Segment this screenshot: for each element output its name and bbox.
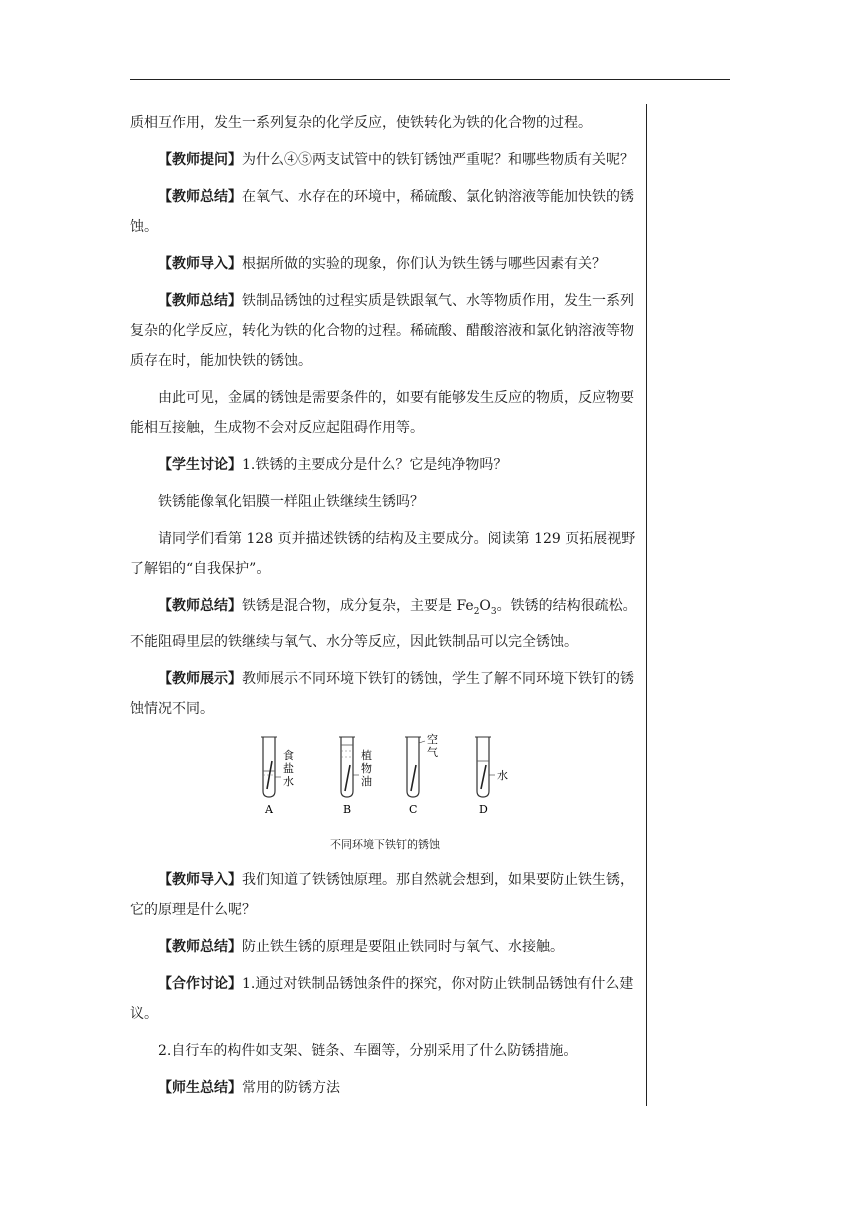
tube-a-letter: A [265, 802, 273, 816]
paragraph [130, 145, 640, 175]
paragraph-text: 常用的防锈方法 [242, 1079, 340, 1096]
paragraph-text: 2.自行车的构件如支架、链条、车圈等，分别采用了什么防锈措施。 [158, 1042, 578, 1059]
paragraph-text: 1.铁锈的主要成分是什么？它是纯净物吗？ [242, 457, 508, 473]
paragraph [130, 249, 640, 279]
paragraph [130, 591, 640, 657]
figure-caption: 不同环境下铁钉的锈蚀 [330, 837, 440, 851]
section-tag: 【教师展示】 [158, 670, 242, 687]
paragraph [130, 1073, 640, 1103]
tube-c-label-2: 气 [427, 745, 438, 759]
test-tube-figure [130, 731, 640, 835]
paragraph [130, 932, 640, 962]
tube-b [339, 737, 372, 816]
paragraph-text: 请同学们看第 128 页并描述铁锈的结构及主要成分。阅读第 129 页拓展视野了解铝的“自我保护”。 [130, 531, 636, 577]
paragraph-text: 我们知道了铁锈蚀原理。那自然就会想到，如果要防止铁生锈，它的原理是什么呢？ [130, 871, 634, 918]
tube-a-label-3: 水 [283, 774, 294, 788]
paragraph-text: 由此可见，金属的锈蚀是需要条件的，如要有能够发生反应的物质，反应物要能相互接触，生成物不会对反应起阻碍作用等。 [130, 390, 634, 436]
document-body [130, 108, 640, 1110]
paragraph-text: 根据所做的实验的现象，你们认为铁生锈与哪些因素有关？ [242, 256, 606, 272]
paragraph [130, 182, 640, 242]
paragraph [130, 664, 640, 724]
tube-b-label-2: 物 [361, 761, 372, 775]
paragraph [130, 969, 640, 1029]
tube-a-label-2: 盐 [283, 761, 294, 775]
subscript: 2 [473, 606, 480, 617]
section-tag: 【合作讨论】 [158, 975, 242, 992]
section-tag: 【教师提问】 [158, 152, 242, 168]
tube-a-label-1: 食 [283, 748, 294, 762]
paragraph-text: 铁锈能像氧化铝膜一样阻止铁继续生锈吗？ [158, 494, 424, 510]
section-tag: 【教师导入】 [158, 871, 242, 888]
section-tag: 【学生讨论】 [158, 457, 242, 473]
paragraph [130, 108, 640, 138]
paragraph-text: O [479, 598, 491, 614]
paragraph [130, 487, 640, 517]
section-tag: 【教师总结】 [158, 598, 242, 614]
paragraph-text: 质相互作用，发生一系列复杂的化学反应，使铁转化为铁的化合物的过程。 [130, 115, 592, 131]
section-tag: 【教师总结】 [158, 293, 242, 309]
tube-b-letter: B [343, 802, 352, 816]
tube-b-label-1: 植 [361, 748, 372, 762]
paragraph [130, 865, 640, 925]
tube-c-label-1: 空 [427, 732, 438, 746]
paragraph-text: 铁锈是混合物，成分复杂，主要是 Fe [242, 598, 474, 614]
paragraph-text: 1.通过对铁制品锈蚀条件的探究，你对防止铁制品锈蚀有什么建议。 [130, 975, 634, 1022]
paragraph-text: 铁制品锈蚀的过程实质是铁跟氧气、水等物质作用，发生一系列复杂的化学反应，转化为铁的化合物的过程。稀硫酸、醋酸溶液和氯化钠溶液等物质存在时，能加快铁的锈蚀。 [130, 293, 634, 369]
tube-a [261, 737, 294, 816]
test-tube-diagram [255, 731, 515, 835]
paragraph-text: 在氧气、水存在的环境中，稀硫酸、氯化钠溶液等能加快铁的锈蚀。 [130, 189, 634, 235]
tube-b-label-3: 油 [361, 774, 372, 788]
paragraph-text: 为什么④⑤两支试管中的铁钉锈蚀严重呢？和哪些物质有关呢？ [242, 152, 634, 168]
tube-c-letter: C [409, 802, 418, 816]
subscript: 3 [490, 606, 497, 617]
paragraph [130, 450, 640, 480]
tube-d-letter: D [479, 802, 488, 816]
tube-d-label-1: 水 [497, 768, 508, 782]
paragraph [130, 1036, 640, 1066]
section-tag: 【教师导入】 [158, 256, 242, 272]
paragraph [130, 383, 640, 443]
section-tag: 【教师总结】 [158, 938, 242, 955]
right-border [646, 104, 647, 1106]
section-tag: 【师生总结】 [158, 1079, 242, 1096]
paragraph-text: 教师展示不同环境下铁钉的锈蚀，学生了解不同环境下铁钉的锈蚀情况不同。 [130, 670, 634, 717]
paragraph [130, 286, 640, 376]
paragraph [130, 524, 640, 584]
paragraph-text: 防止铁生锈的原理是要阻止铁同时与氧气、水接触。 [242, 938, 564, 955]
section-tag: 【教师总结】 [158, 189, 242, 205]
tube-c [405, 732, 438, 816]
tube-d [475, 737, 508, 816]
top-rule [130, 79, 730, 80]
paragraph-text: 。铁锈的结构很疏松。不能阻碍里层的铁继续与氧气、水分等反应，因此铁制品可以完全锈蚀。 [130, 598, 637, 650]
